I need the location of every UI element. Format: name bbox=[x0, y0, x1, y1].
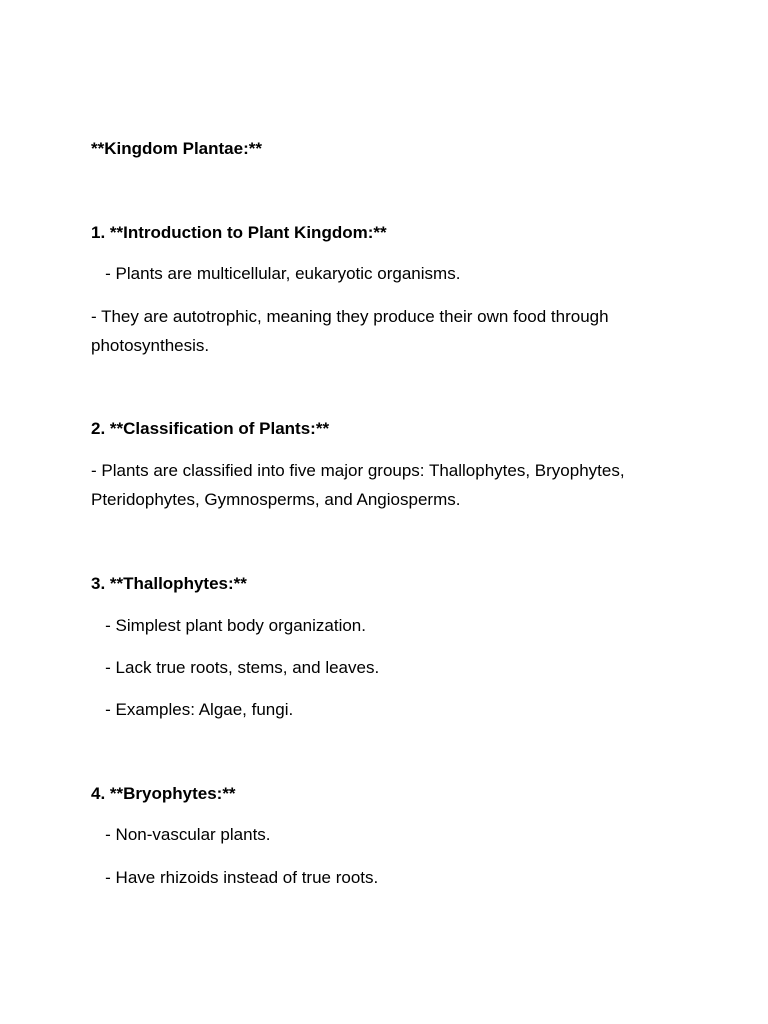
bullet-examples: - Examples: Algae, fungi. bbox=[91, 700, 294, 719]
document-title: **Kingdom Plantae:** bbox=[91, 139, 262, 158]
bullet-five-groups: - Plants are classified into five major groups: Thallophytes, Bryophytes, Pteridophytes, Gymnosperms, and Angiosperms. bbox=[91, 461, 625, 509]
bullet-autotrophic: - They are autotrophic, meaning they produce their own food through photosynthesis. bbox=[91, 307, 609, 355]
section-heading-thallophytes: 3. **Thallophytes:** bbox=[91, 574, 247, 593]
bullet-simplest-body: - Simplest plant body organization. bbox=[91, 616, 366, 635]
bullet-multicellular: - Plants are multicellular, eukaryotic organisms. bbox=[91, 264, 461, 283]
bullet-non-vascular: - Non-vascular plants. bbox=[91, 825, 271, 844]
section-heading-classification: 2. **Classification of Plants:** bbox=[91, 419, 330, 438]
bullet-rhizoids: - Have rhizoids instead of true roots. bbox=[91, 868, 379, 887]
section-heading-bryophytes: 4. **Bryophytes:** bbox=[91, 784, 236, 803]
section-heading-introduction: 1. **Introduction to Plant Kingdom:** bbox=[91, 223, 387, 242]
bullet-lack-roots: - Lack true roots, stems, and leaves. bbox=[91, 658, 380, 677]
